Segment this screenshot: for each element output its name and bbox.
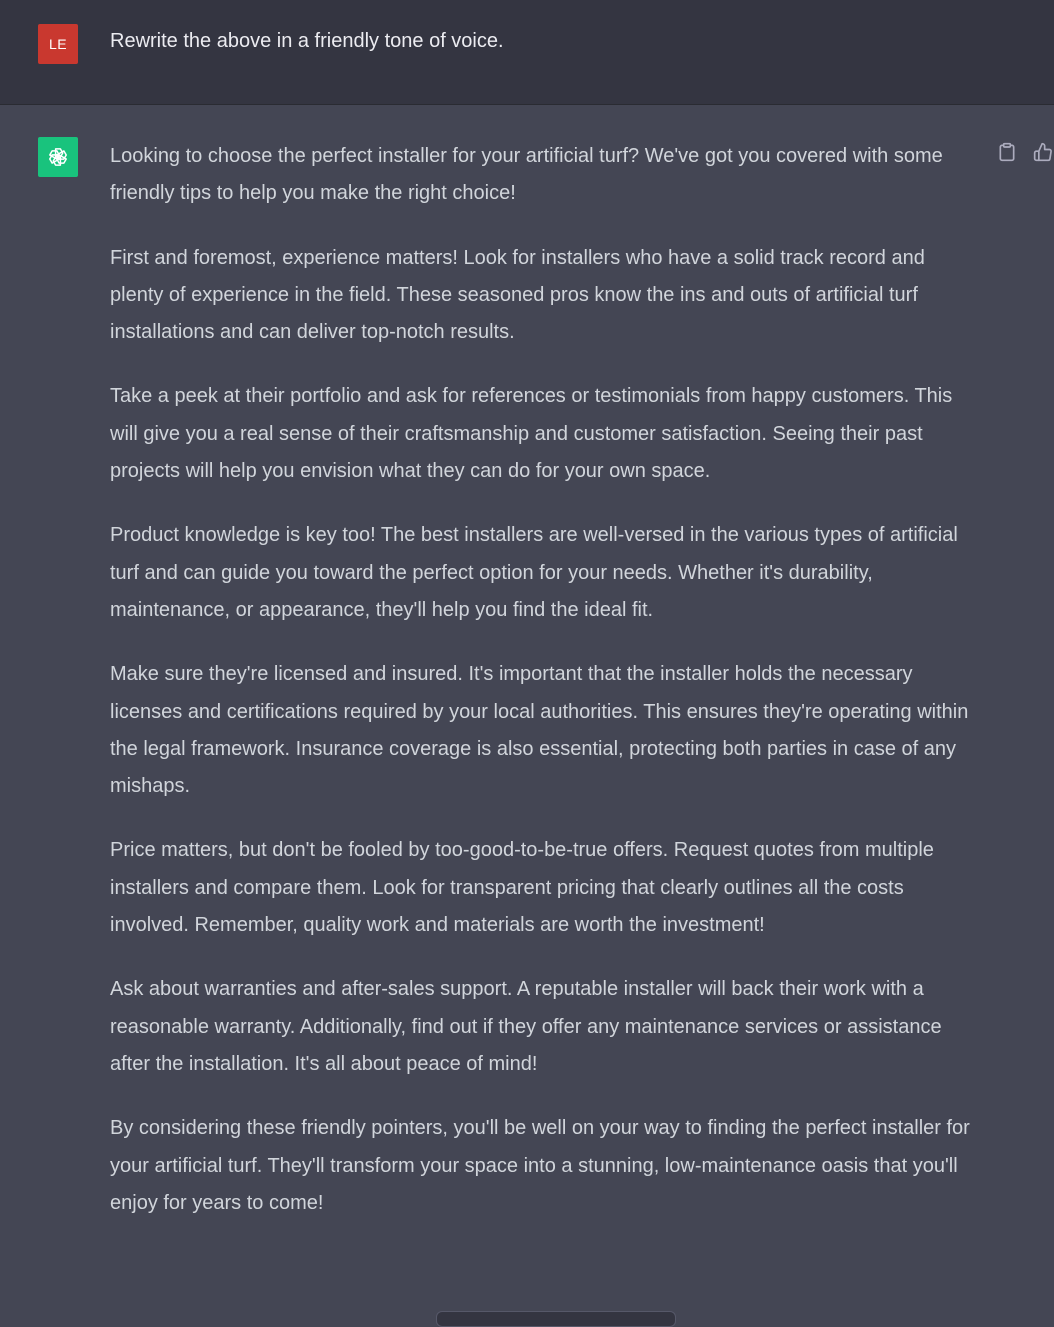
copy-button[interactable]: [996, 141, 1018, 163]
thumbs-up-button[interactable]: [1032, 141, 1054, 163]
message-paragraph: Price matters, but don't be fooled by too-good-to-be-true offers. Request quotes from multiple installers and compare them. Look for transparent pricing that clearly outlines all the costs involved. Remember, quality work and materials are worth the investment!: [110, 839, 934, 937]
assistant-avatar: [38, 137, 78, 177]
user-message-text: Rewrite the above in a friendly tone of voice.: [110, 30, 504, 52]
message-paragraph: Take a peek at their portfolio and ask for references or testimonials from happy customers. This will give you a real sense of their craftsmanship and customer satisfaction. Seeing their past projects will help you envision what they can do for your own space.: [110, 385, 953, 483]
message-paragraph: First and foremost, experience matters! Look for installers who have a solid track record and plenty of experience in the field. These seasoned pros know the ins and outs of artificial turf installations and can deliver top-notch results.: [110, 246, 925, 344]
message-paragraph: Make sure they're licensed and insured. It's important that the installer holds the necessary licenses and certifications required by your local authorities. This ensures they're operating within the legal framework. Insurance coverage is also essential, protecting both parties in case of any mishaps.: [110, 663, 969, 798]
scroll-to-bottom-button[interactable]: [436, 1311, 676, 1327]
assistant-message-row: [0, 105, 1054, 1216]
message-paragraph: By considering these friendly pointers, you'll be well on your way to finding the perfect installer for your artificial turf. They'll transform your space into a stunning, low-maintenance oasis that you'll enjoy for years to come!: [110, 1117, 970, 1214]
thumbs-up-icon: [1033, 142, 1053, 162]
user-avatar: LE: [38, 24, 78, 64]
openai-logo-icon: [45, 144, 71, 170]
user-message-row: [0, 0, 1054, 105]
message-actions: [996, 141, 1054, 163]
message-paragraph: Ask about warranties and after-sales support. A reputable installer will back their work with a reasonable warranty. Additionally, find out if they offer any maintenance services or assistance after the installation. It's all about peace of mind!: [110, 978, 942, 1075]
message-paragraph: Looking to choose the perfect installer for your artificial turf? We've got you covered with some friendly tips to help you make the right choice!: [110, 145, 943, 205]
message-paragraph: Product knowledge is key too! The best installers are well-versed in the various types of artificial turf and can guide you toward the perfect option for your needs. Whether it's durability, maintenance, or appearance, they'll help you find the ideal fit.: [110, 524, 958, 621]
assistant-message-text: [110, 138, 980, 1249]
clipboard-icon: [997, 142, 1017, 162]
